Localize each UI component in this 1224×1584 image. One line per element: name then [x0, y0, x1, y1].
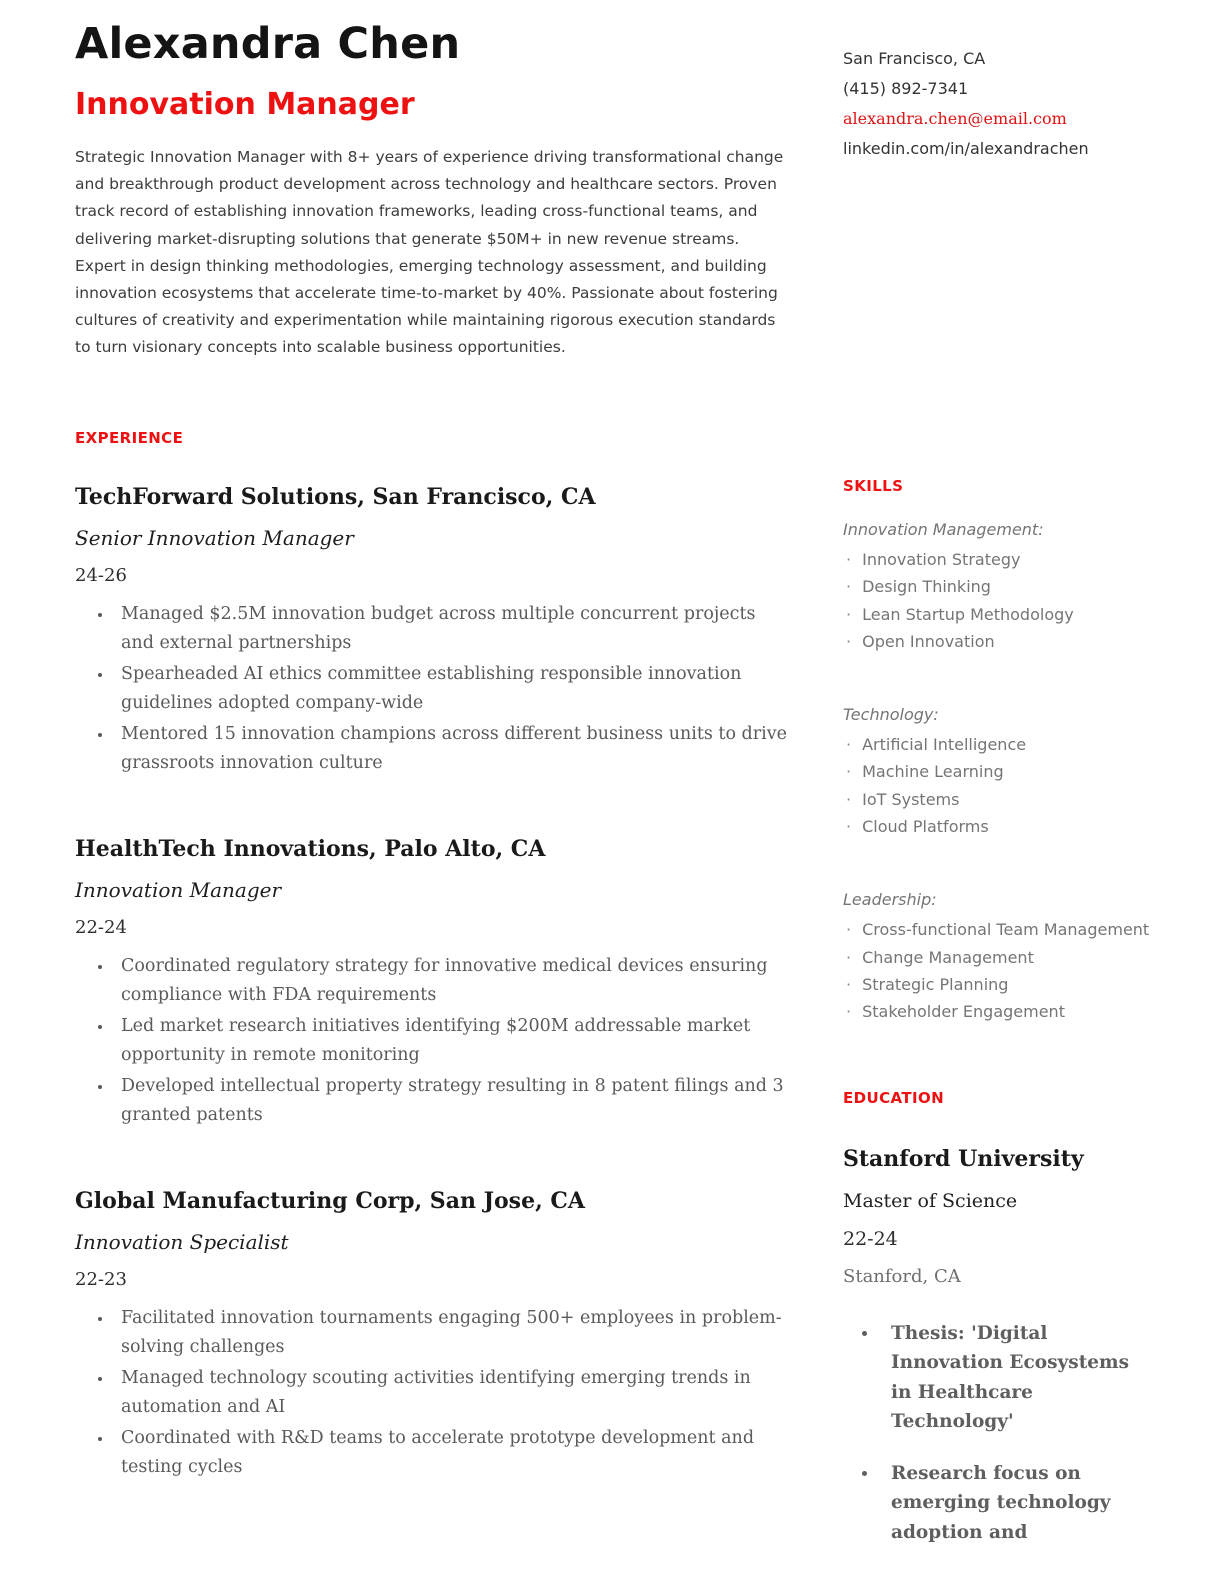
- education-location: Stanford, CA: [843, 1265, 961, 1287]
- skill-item: · Cloud Platforms: [843, 813, 1155, 840]
- skill-item: · Machine Learning: [843, 758, 1155, 785]
- skill-list: [843, 546, 1155, 655]
- contact-block: [843, 20, 1155, 164]
- skill-item: · Stakeholder Engagement: [843, 998, 1155, 1025]
- contact-email-link[interactable]: alexandra.chen@email.com: [843, 109, 1067, 128]
- skill-category: Technology:: [843, 705, 939, 725]
- skill-group: [843, 518, 1155, 655]
- education-bullet: • Research focus on emerging technology adoption and: [879, 1459, 1133, 1548]
- education-degree: Master of Science: [843, 1189, 1018, 1212]
- job-bullet: • Mentored 15 innovation champions across different business units to drive grassroots innovation culture: [113, 720, 790, 778]
- skills-section: [843, 476, 1155, 1026]
- skill-item: · Change Management: [843, 944, 1155, 971]
- experience-heading: EXPERIENCE: [75, 428, 184, 447]
- job-entry: [75, 1186, 790, 1482]
- skill-item: · Strategic Planning: [843, 971, 1155, 998]
- profile-summary: Strategic Innovation Manager with 8+ years of experience driving transformational change and breakthrough product development across technology and healthcare sectors. Proven track record of establishing innovation frameworks, leading cross-functional teams, and delivering market-disrupting solutions that generate $50M+ in new revenue streams. Expert in design thinking methodologies, emerging technology assessment, and building innovation ecosystems that accelerate time-to-market by 40%. Passionate about fostering cultures of creativity and experimentation while maintaining rigorous execution standards to turn visionary concepts into scalable business opportunities.: [75, 148, 784, 357]
- job-entry: [75, 482, 790, 778]
- skill-item: · Cross-functional Team Management: [843, 916, 1155, 943]
- skill-list: [843, 916, 1155, 1025]
- job-bullet: • Spearheaded AI ethics committee establishing responsible innovation guidelines adopted company-wide: [113, 660, 790, 718]
- candidate-headline: Innovation Manager: [75, 87, 415, 122]
- education-school: Stanford University: [843, 1145, 1084, 1172]
- job-bullet: • Coordinated with R&D teams to accelerate prototype development and testing cycles: [113, 1424, 790, 1482]
- job-bullet: • Managed technology scouting activities identifying emerging trends in automation and AI: [113, 1364, 790, 1422]
- skill-category: Innovation Management:: [843, 520, 1044, 539]
- skill-item: · Lean Startup Methodology: [843, 601, 1155, 628]
- skill-item: · IoT Systems: [843, 786, 1155, 813]
- skill-item: · Artificial Intelligence: [843, 731, 1155, 758]
- contact-location: San Francisco, CA: [843, 49, 986, 68]
- contact-linkedin: linkedin.com/in/alexandrachen: [843, 139, 1089, 158]
- skill-item: · Open Innovation: [843, 628, 1155, 655]
- main-column: [75, 20, 790, 1584]
- job-company: HealthTech Innovations, Palo Alto, CA: [75, 835, 546, 862]
- job-bullet: • Led market research initiatives identifying $200M addressable market opportunity in remote monitoring: [113, 1012, 790, 1070]
- skill-group: [843, 703, 1155, 840]
- education-dates: 22-24: [843, 1227, 898, 1250]
- education-bullet: • Thesis: 'Digital Innovation Ecosystems in Healthcare Technology': [879, 1319, 1133, 1437]
- education-heading: EDUCATION: [843, 1088, 945, 1107]
- job-dates: 22-24: [75, 916, 127, 938]
- skill-group: [843, 888, 1155, 1025]
- job-company: TechForward Solutions, San Francisco, CA: [75, 483, 596, 510]
- sidebar-column: [843, 20, 1155, 1584]
- job-bullet: • Developed intellectual property strategy resulting in 8 patent filings and 3 granted patents: [113, 1072, 790, 1130]
- skills-heading: SKILLS: [843, 477, 904, 495]
- job-title: Innovation Manager: [75, 877, 282, 902]
- education-section: [843, 1088, 1155, 1548]
- job-entry: [75, 834, 790, 1130]
- skill-list: [843, 731, 1155, 840]
- job-bullet-list: [75, 600, 790, 778]
- job-dates: 22-23: [75, 1268, 127, 1290]
- experience-section: [75, 428, 790, 1482]
- skill-item: · Design Thinking: [843, 573, 1155, 600]
- job-bullet: • Managed $2.5M innovation budget across multiple concurrent projects and external partnerships: [113, 600, 790, 658]
- job-bullet-list: [75, 952, 790, 1130]
- job-title: Senior Innovation Manager: [75, 525, 354, 550]
- job-dates: 24-26: [75, 564, 127, 586]
- candidate-name: Alexandra Chen: [75, 19, 461, 69]
- job-bullet: • Coordinated regulatory strategy for innovative medical devices ensuring compliance with FDA requirements: [113, 952, 790, 1010]
- job-company: Global Manufacturing Corp, San Jose, CA: [75, 1187, 585, 1214]
- job-title: Innovation Specialist: [75, 1229, 289, 1254]
- skill-item: · Innovation Strategy: [843, 546, 1155, 573]
- job-bullet-list: [75, 1304, 790, 1482]
- education-bullet-list: [843, 1319, 1133, 1548]
- skill-category: Leadership:: [843, 890, 937, 910]
- contact-phone: (415) 892-7341: [843, 79, 969, 98]
- job-bullet: • Facilitated innovation tournaments engaging 500+ employees in problem-solving challenges: [113, 1304, 790, 1362]
